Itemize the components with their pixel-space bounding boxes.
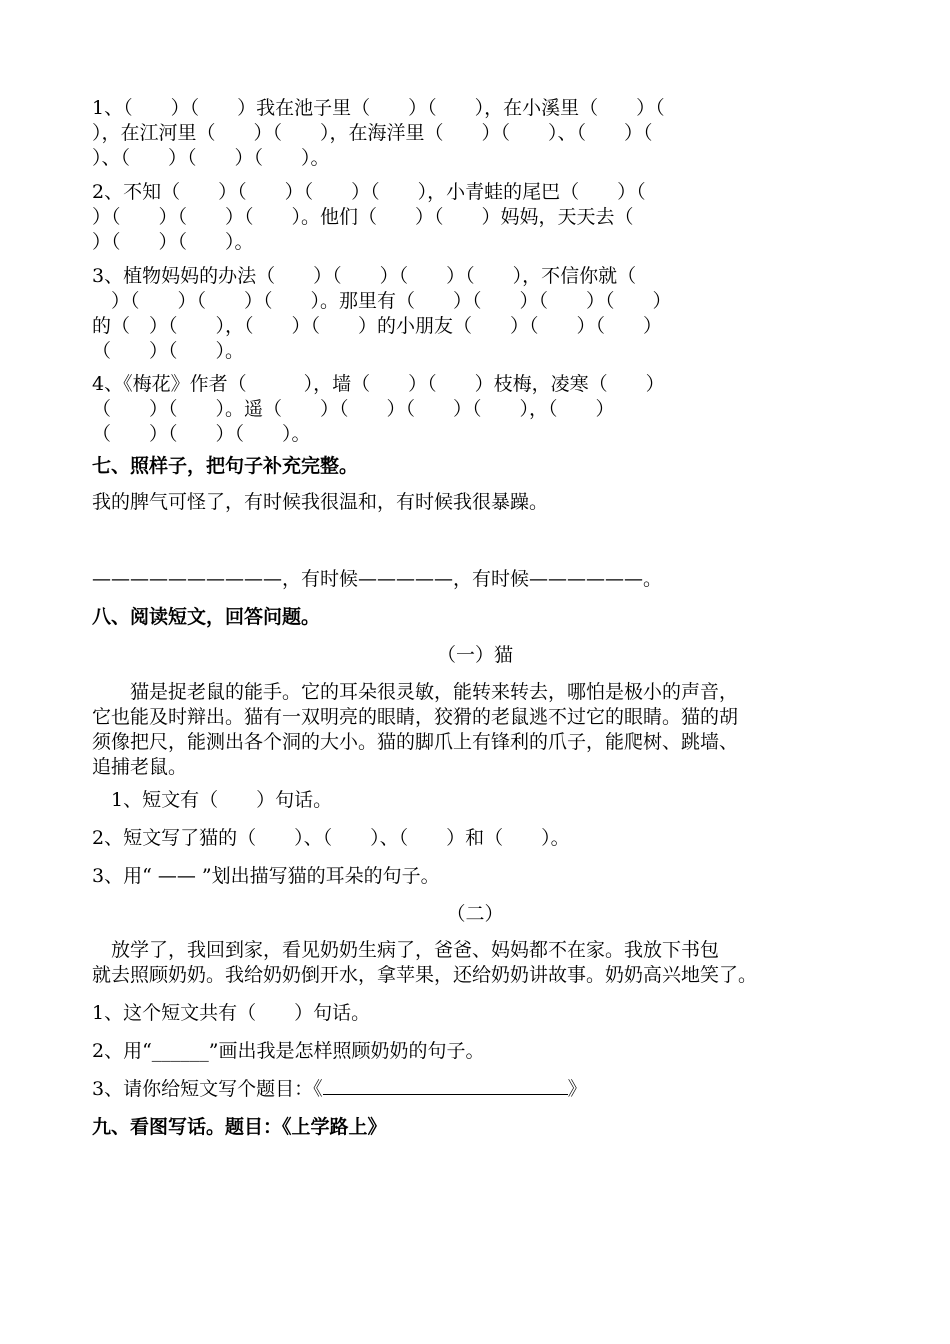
passage-2-line-2: 就去照顾奶奶。我给奶奶倒开水，拿苹果，还给奶奶讲故事。奶奶高兴地笑了。 <box>92 964 758 986</box>
fill-blank-q3-line-1: 3、植物妈妈的办法（ ）（ ）（ ）（ ），不信你就（ <box>92 265 637 287</box>
title-answer-underline[interactable] <box>323 1077 568 1095</box>
fill-blank-q1-line-3: ）、（ ）（ ）（ ）。 <box>92 147 330 169</box>
fill-blank-q2-line-3: ）（ ）（ ）。 <box>92 231 254 253</box>
fill-blank-q4-line-3: （ ）（ ）（ ）。 <box>92 423 311 445</box>
passage-1-line-4: 追捕老鼠。 <box>92 756 188 778</box>
section-7-template: ——————————，有时候—————，有时候——————。 <box>92 568 663 590</box>
fill-blank-q3-line-2: ）（ ）（ ）（ ）。那里有（ ）（ ）（ ）（ ） <box>92 290 672 312</box>
passage-1-line-1: 猫是捉老鼠的能手。它的耳朵很灵敏，能转来转去，哪怕是极小的声音， <box>92 681 739 703</box>
title-prompt-prefix: 3、请你给短文写个题目：《 <box>92 1078 323 1100</box>
passage-1-question-1: 1、短文有（ ）句话。 <box>92 789 333 811</box>
section-7-example: 我的脾气可怪了，有时候我很温和，有时候我很暴躁。 <box>92 491 549 513</box>
passage-2-question-3 <box>92 1077 587 1101</box>
section-7-heading: 七、照样子，把句子补充完整。 <box>92 455 359 477</box>
fill-blank-q3-line-4: （ ）（ ）。 <box>92 340 245 362</box>
passage-2-title: （二） <box>446 903 504 925</box>
passage-1-line-2: 它也能及时辩出。猫有一双明亮的眼睛，狡猾的老鼠逃不过它的眼睛。猫的胡 <box>92 706 739 728</box>
fill-blank-q2-line-1: 2、不知（ ）（ ）（ ）（ ），小青蛙的尾巴（ ）（ <box>92 181 646 203</box>
passage-2-line-1: 放学了，我回到家，看见奶奶生病了，爸爸、妈妈都不在家。我放下书包 <box>92 939 720 961</box>
fill-blank-q1-line-1: 1、（ ）（ ）我在池子里（ ）（ ），在小溪里（ ）（ <box>92 97 665 119</box>
title-prompt-suffix: 》 <box>567 1078 587 1100</box>
section-9-heading: 九、看图写话。题目：《上学路上》 <box>92 1116 387 1138</box>
passage-1-question-2: 2、短文写了猫的（ ）、（ ）、（ ）和（ ）。 <box>92 827 570 849</box>
passage-1-question-3: 3、用“ —— ”划出描写猫的耳朵的句子。 <box>92 865 440 887</box>
fill-blank-q4-line-2: （ ）（ ）。遥（ ）（ ）（ ）（ ），（ ） <box>92 398 615 420</box>
passage-1-title: （一）猫 <box>436 644 513 666</box>
fill-blank-q1-line-2: ），在江河里（ ）（ ），在海洋里（ ）（ ）、（ ）（ <box>92 122 653 144</box>
passage-2-question-2: 2、用“______”画出我是怎样照顾奶奶的句子。 <box>92 1040 485 1062</box>
passage-1-line-3: 须像把尺，能测出各个洞的大小。猫的脚爪上有锋利的爪子，能爬树、跳墙、 <box>92 731 739 753</box>
fill-blank-q2-line-2: ）（ ）（ ）（ ）。他们（ ）（ ）妈妈，天天去（ <box>92 206 634 228</box>
fill-blank-q4-line-1: 4、《梅花》作者（ ），墙（ ）（ ）枝梅，凌寒（ ） <box>92 373 665 395</box>
section-8-heading: 八、阅读短文，回答问题。 <box>92 606 321 628</box>
passage-2-question-1: 1、这个短文共有（ ）句话。 <box>92 1002 371 1024</box>
fill-blank-q3-line-3: 的（ ）（ ），（ ）（ ）的小朋友（ ）（ ）（ ） <box>92 315 663 337</box>
